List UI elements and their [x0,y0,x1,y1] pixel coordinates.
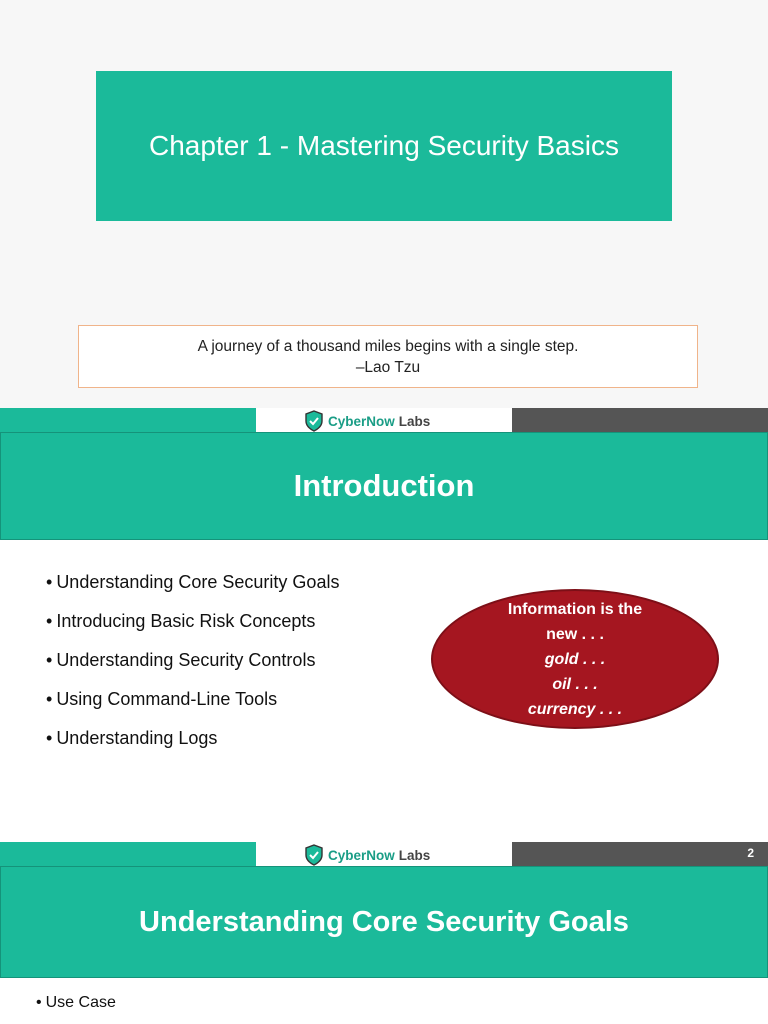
logo-name: CyberNow [328,847,395,863]
logo-suffix: Labs [398,413,431,429]
bullet-list [36,994,116,1012]
list-item: • Understanding Logs [46,728,339,767]
slide-title: Understanding Core Security Goals [139,905,629,938]
callout-ellipse [431,589,719,729]
callout-line: gold . . . [544,650,606,668]
shield-icon [304,844,324,866]
page-number: 2 [747,846,754,860]
list-item: • Introducing Basic Risk Concepts [46,611,339,650]
slide-1 [0,0,768,408]
list-item: • Understanding Security Controls [46,650,339,689]
slide-header [0,432,768,540]
list-item: • Using Command-Line Tools [46,689,339,728]
slide-title: Introduction [293,468,475,503]
slide-2 [0,432,768,842]
chapter-title: Chapter 1 - Mastering Security Basics [149,130,619,161]
slide-3 [0,866,768,1024]
list-item: • Understanding Core Security Goals [46,572,339,611]
slide-footer [0,842,768,868]
shield-icon [304,410,324,432]
bullet-list [46,572,339,767]
title-box [96,71,672,221]
cybernow-logo [304,409,430,433]
quote-author: –Lao Tzu [355,358,421,376]
slide-header [0,866,768,978]
quote-box [78,325,698,388]
callout-line: Information is the [507,600,643,618]
callout-line: oil . . . [552,675,598,693]
slide-footer [0,408,768,434]
logo-name: CyberNow [328,413,395,429]
quote-text: A journey of a thousand miles begins with a single step. [197,337,579,355]
cybernow-logo [304,843,430,867]
list-item: • Use Case [36,994,116,1012]
logo-suffix: Labs [398,847,431,863]
callout-line: new . . . [546,625,604,643]
callout-line: currency . . . [527,700,623,718]
